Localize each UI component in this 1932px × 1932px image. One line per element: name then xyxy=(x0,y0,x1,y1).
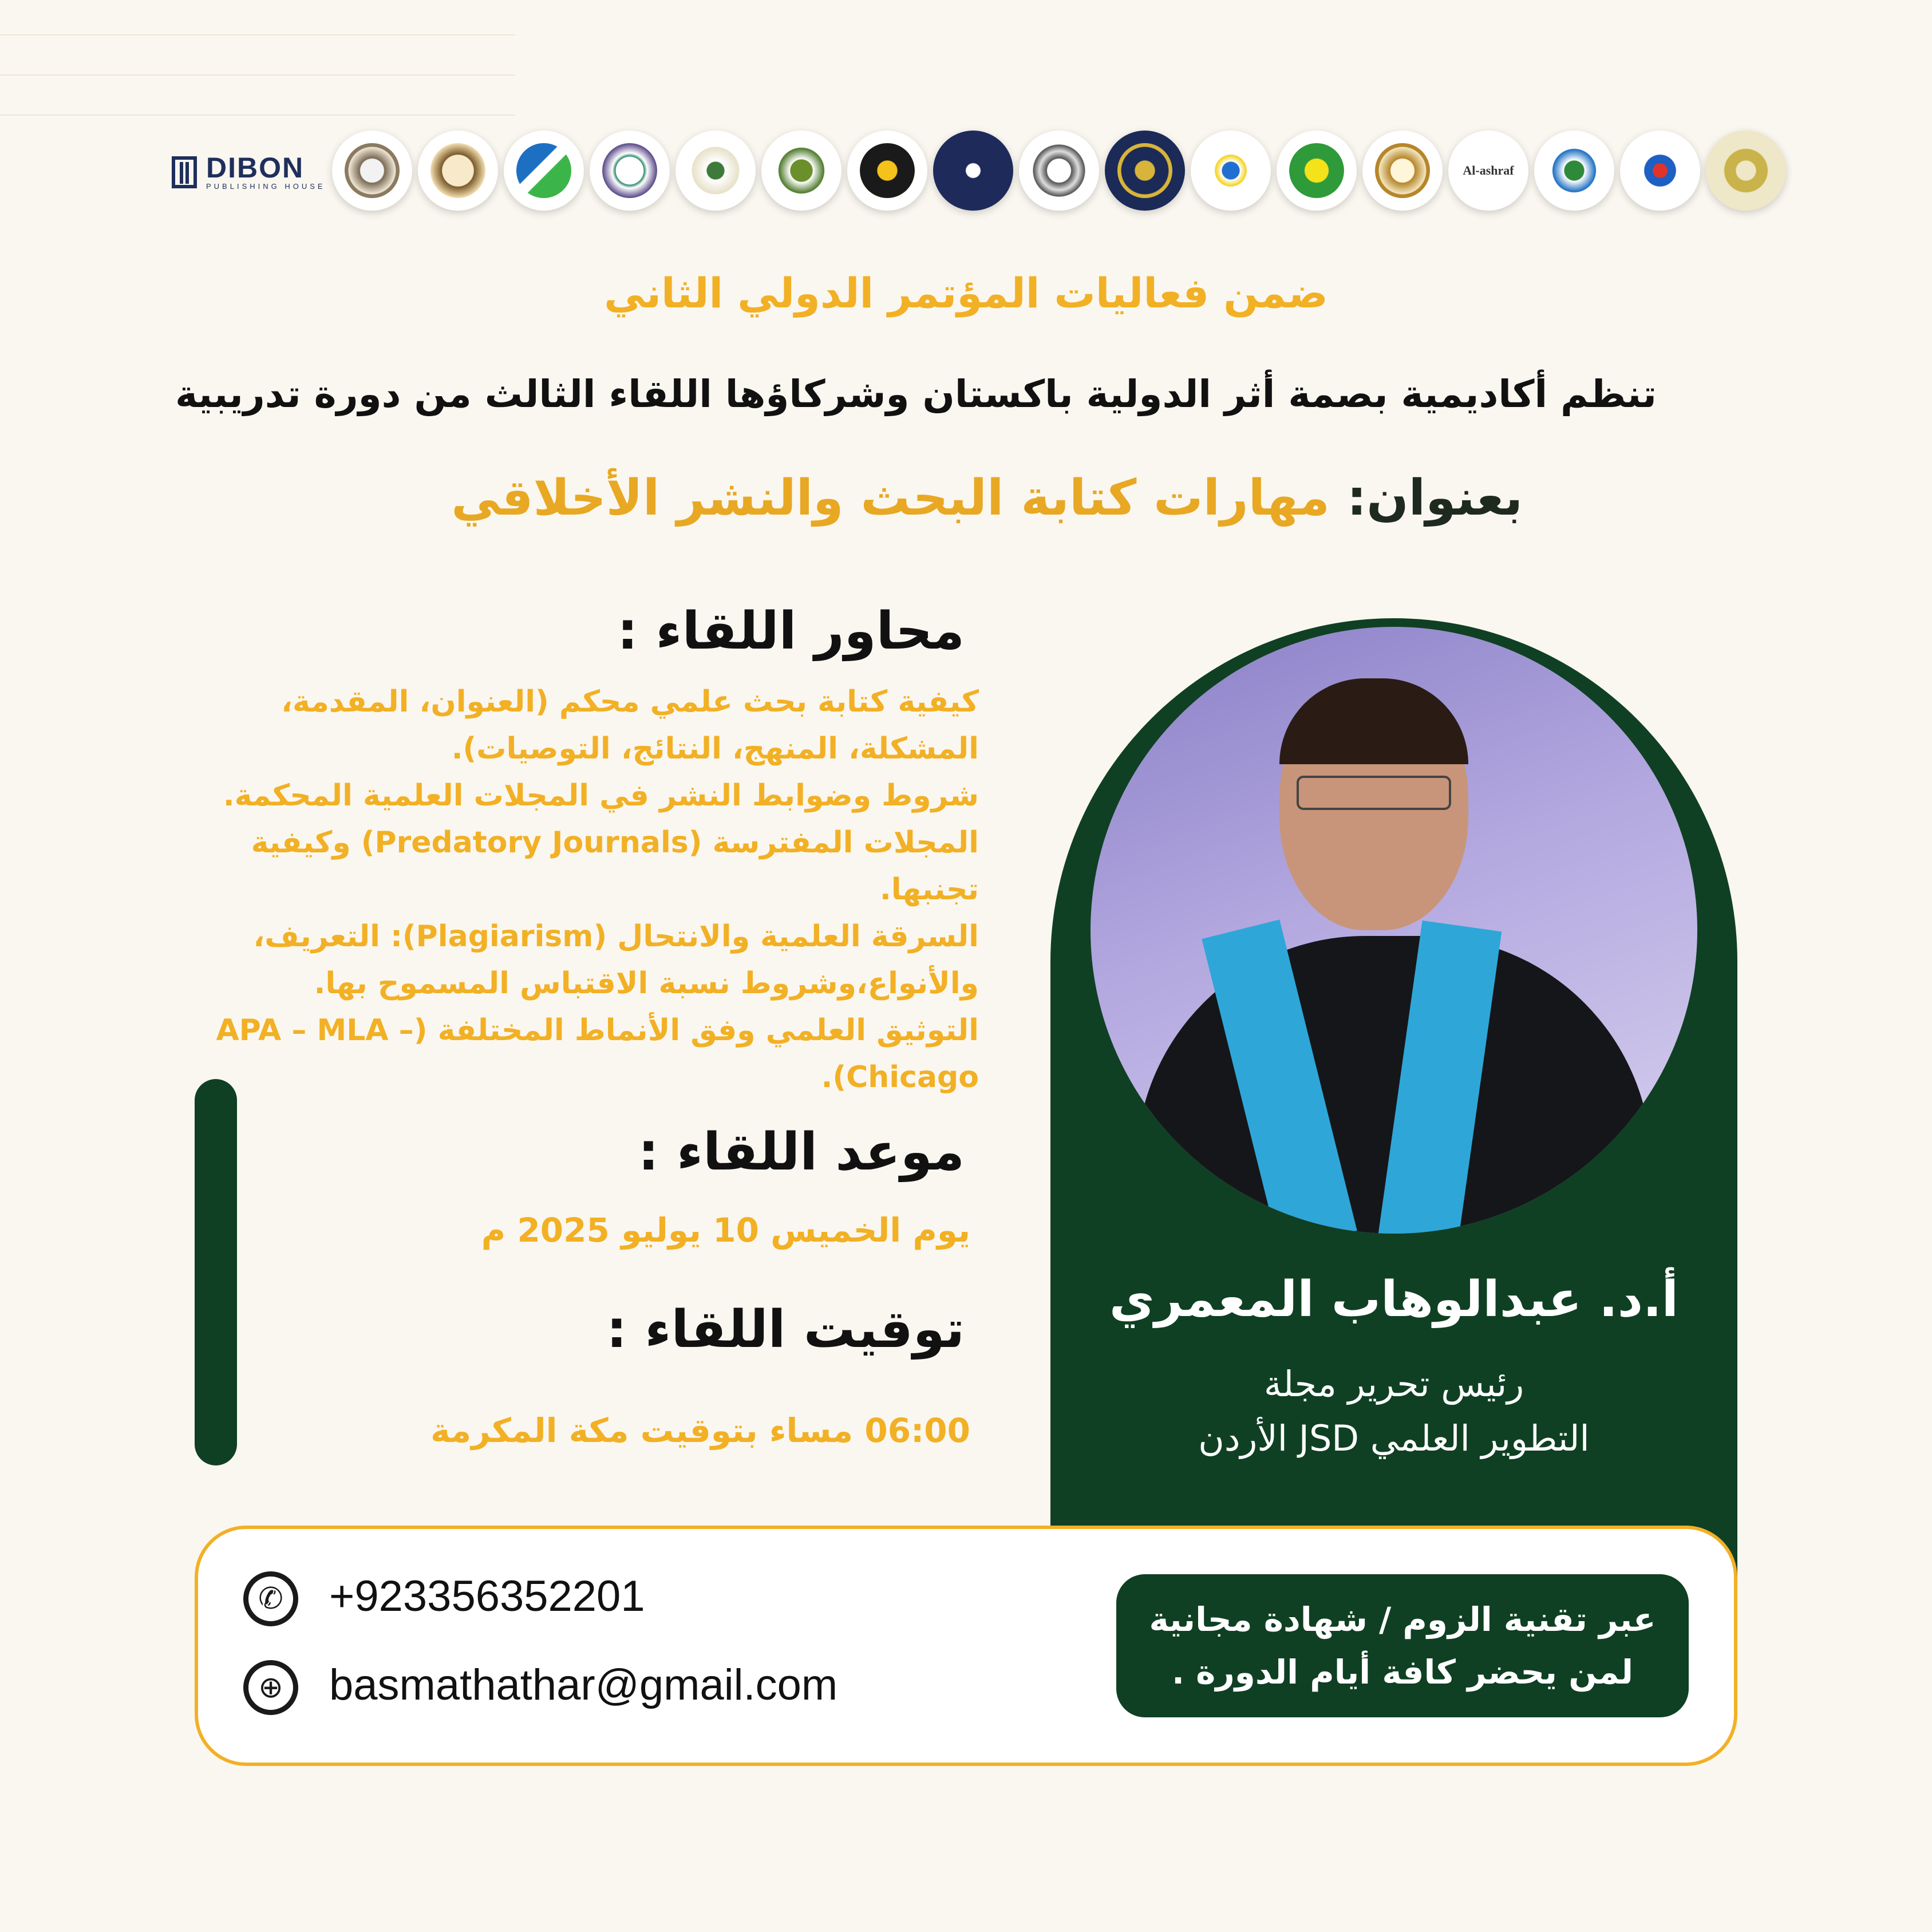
whatsapp-icon: ✆ xyxy=(243,1571,298,1626)
axes-item: كيفية كتابة بحث علمي محكم (العنوان، المقدمة، المشكلة، المنهج، النتائج، التوصيات). xyxy=(281,685,979,766)
dibon-logo-name: DIBON xyxy=(206,152,305,184)
course-title-key: بعنوان: xyxy=(1346,469,1523,527)
partner-logo xyxy=(590,131,670,211)
partner-logo xyxy=(1191,131,1271,211)
free-certificate-notice xyxy=(1116,1574,1689,1717)
photo-hair xyxy=(1279,678,1468,764)
course-title-value: مهارات كتابة البحث والنشر الأخلاقي xyxy=(451,469,1330,527)
partner-logo xyxy=(847,131,927,211)
partner-logo xyxy=(933,131,1013,211)
partner-logo xyxy=(761,131,841,211)
axes-heading: محاور اللقاء : xyxy=(617,601,965,661)
speaker-role-line: التطوير العلمي JSD الأردن xyxy=(1198,1417,1590,1459)
al-ashraf-logo-text: Al-ashraf xyxy=(1463,163,1514,177)
notice-line: عبر تقنية الزوم / شهادة مجانية xyxy=(1149,1600,1656,1639)
partner-logo xyxy=(418,131,498,211)
date-value: يوم الخميس 10 يوليو 2025 م xyxy=(481,1211,970,1250)
time-heading: توقيت اللقاء : xyxy=(606,1299,965,1360)
organizer-line: تنظم أكاديمية بصمة أثر الدولية باكستان وشركاؤها اللقاء الثالث من دورة تدريبية xyxy=(175,372,1657,416)
partner-logos xyxy=(166,120,1723,218)
axes-item: شروط وضوابط النشر في المجلات العلمية المحكمة. xyxy=(223,779,979,813)
partner-logo xyxy=(1019,131,1099,211)
background-line xyxy=(0,74,515,76)
date-heading: موعد اللقاء : xyxy=(638,1122,965,1182)
speaker-photo xyxy=(1091,627,1697,1234)
partner-logo xyxy=(1448,131,1528,211)
dibon-logo xyxy=(172,153,326,191)
background-line xyxy=(0,114,515,116)
partner-logo xyxy=(332,131,412,211)
notice-line: لمن يحضر كافة أيام الدورة . xyxy=(1171,1653,1634,1692)
partner-logo xyxy=(504,131,584,211)
partner-logo xyxy=(1362,131,1443,211)
speaker-role-line: رئيس تحرير مجلة xyxy=(1263,1363,1524,1405)
globe-icon: ⊕ xyxy=(243,1660,298,1715)
time-value: 06:00 مساء بتوقيت مكة المكرمة xyxy=(430,1411,970,1450)
speaker-role xyxy=(1059,1357,1729,1465)
course-title xyxy=(451,469,1523,527)
photo-glasses xyxy=(1297,776,1451,810)
partner-logo xyxy=(1706,131,1786,211)
email-address[interactable]: basmathathar@gmail.com xyxy=(329,1661,838,1709)
phone-number[interactable]: +923356352201 xyxy=(329,1572,645,1621)
axes-list xyxy=(195,678,979,1101)
partner-logo xyxy=(1105,131,1185,211)
axes-item: التوثيق العلمي وفق الأنماط المختلفة (APA – MLA – Chicago). xyxy=(216,1013,979,1095)
axes-item: المجلات المفترسة (Predatory Journals) وكيفية تجنبها. xyxy=(251,825,979,907)
background-line xyxy=(0,34,515,35)
partner-logo xyxy=(675,131,756,211)
dibon-mark-icon xyxy=(172,156,197,188)
partner-logo xyxy=(1534,131,1614,211)
conference-line: ضمن فعاليات المؤتمر الدولي الثاني xyxy=(604,269,1328,317)
decorative-pill xyxy=(195,1079,237,1465)
partner-logo xyxy=(1620,131,1700,211)
axes-item: السرقة العلمية والانتحال (Plagiarism): التعريف، والأنواع،وشروط نسبة الاقتباس المسموح بها. xyxy=(253,919,979,1001)
partner-logo xyxy=(1277,131,1357,211)
dibon-logo-subtitle: PUBLISHING HOUSE xyxy=(206,182,326,191)
speaker-name: أ.د. عبدالوهاب المعمري xyxy=(1109,1271,1679,1328)
